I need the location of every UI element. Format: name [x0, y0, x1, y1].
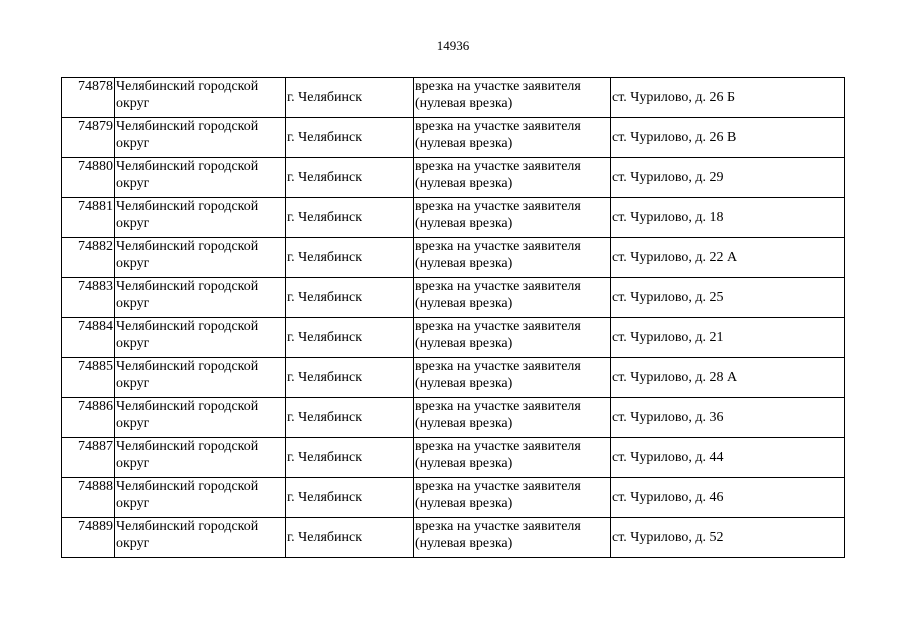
registry-table-body: [62, 78, 845, 558]
registry-number-cell: 74878: [62, 78, 115, 118]
district-line: Челябинский городской: [116, 479, 259, 494]
city-cell: г. Челябинск: [286, 398, 414, 438]
district-cell: [115, 318, 286, 358]
registry-number-cell: 74884: [62, 318, 115, 358]
connection-type-line: врезка на участке заявителя: [415, 159, 581, 174]
address-cell: ст. Чурилово, д. 26 В: [611, 118, 845, 158]
district-cell: [115, 478, 286, 518]
city-cell: г. Челябинск: [286, 118, 414, 158]
district-line: Челябинский городской: [116, 159, 259, 174]
district-line: округ: [116, 296, 150, 311]
address-cell: ст. Чурилово, д. 44: [611, 438, 845, 478]
city-cell: г. Челябинск: [286, 318, 414, 358]
district-cell: [115, 358, 286, 398]
connection-type-line: (нулевая врезка): [415, 296, 513, 311]
connection-type-cell: [414, 238, 611, 278]
district-cell: [115, 118, 286, 158]
table-row: [62, 158, 845, 198]
connection-type-line: врезка на участке заявителя: [415, 439, 581, 454]
connection-type-line: (нулевая врезка): [415, 496, 513, 511]
district-cell: [115, 278, 286, 318]
district-cell: [115, 158, 286, 198]
connection-type-line: (нулевая врезка): [415, 136, 513, 151]
connection-type-line: (нулевая врезка): [415, 416, 513, 431]
connection-type-cell: [414, 78, 611, 118]
district-line: округ: [116, 376, 150, 391]
district-line: Челябинский городской: [116, 439, 259, 454]
connection-type-line: врезка на участке заявителя: [415, 79, 581, 94]
registry-number-cell: 74889: [62, 518, 115, 558]
district-line: округ: [116, 496, 150, 511]
district-cell: [115, 438, 286, 478]
table-row: [62, 198, 845, 238]
table-row: [62, 518, 845, 558]
district-line: округ: [116, 336, 150, 351]
connection-type-line: (нулевая врезка): [415, 456, 513, 471]
connection-type-line: (нулевая врезка): [415, 376, 513, 391]
connection-type-line: (нулевая врезка): [415, 216, 513, 231]
district-line: Челябинский городской: [116, 519, 259, 534]
table-row: [62, 438, 845, 478]
district-line: Челябинский городской: [116, 239, 259, 254]
district-cell: [115, 398, 286, 438]
registry-number-cell: 74880: [62, 158, 115, 198]
table-row: [62, 118, 845, 158]
table-row: [62, 318, 845, 358]
page-number: 14936: [436, 38, 470, 53]
city-cell: г. Челябинск: [286, 198, 414, 238]
table-row: [62, 238, 845, 278]
connection-type-cell: [414, 198, 611, 238]
registry-table: [61, 77, 845, 558]
district-cell: [115, 78, 286, 118]
address-cell: ст. Чурилово, д. 36: [611, 398, 845, 438]
city-cell: г. Челябинск: [286, 358, 414, 398]
address-cell: ст. Чурилово, д. 18: [611, 198, 845, 238]
table-row: [62, 478, 845, 518]
district-cell: [115, 518, 286, 558]
district-line: Челябинский городской: [116, 399, 259, 414]
connection-type-line: (нулевая врезка): [415, 336, 513, 351]
connection-type-line: врезка на участке заявителя: [415, 279, 581, 294]
registry-number-cell: 74881: [62, 198, 115, 238]
connection-type-cell: [414, 478, 611, 518]
district-line: округ: [116, 256, 150, 271]
connection-type-line: врезка на участке заявителя: [415, 519, 581, 534]
city-cell: г. Челябинск: [286, 238, 414, 278]
district-line: округ: [116, 136, 150, 151]
registry-number-cell: 74886: [62, 398, 115, 438]
district-line: Челябинский городской: [116, 79, 259, 94]
city-cell: г. Челябинск: [286, 278, 414, 318]
district-line: Челябинский городской: [116, 119, 259, 134]
connection-type-line: врезка на участке заявителя: [415, 319, 581, 334]
city-cell: г. Челябинск: [286, 478, 414, 518]
district-line: Челябинский городской: [116, 359, 259, 374]
connection-type-line: (нулевая врезка): [415, 96, 513, 111]
district-line: округ: [116, 216, 150, 231]
district-line: Челябинский городской: [116, 319, 259, 334]
connection-type-cell: [414, 118, 611, 158]
connection-type-line: (нулевая врезка): [415, 536, 513, 551]
address-cell: ст. Чурилово, д. 52: [611, 518, 845, 558]
registry-number-cell: 74883: [62, 278, 115, 318]
connection-type-cell: [414, 398, 611, 438]
city-cell: г. Челябинск: [286, 78, 414, 118]
connection-type-line: (нулевая врезка): [415, 256, 513, 271]
connection-type-cell: [414, 158, 611, 198]
city-cell: г. Челябинск: [286, 518, 414, 558]
address-cell: ст. Чурилово, д. 29: [611, 158, 845, 198]
address-cell: ст. Чурилово, д. 22 А: [611, 238, 845, 278]
connection-type-cell: [414, 358, 611, 398]
registry-number-cell: 74885: [62, 358, 115, 398]
district-cell: [115, 238, 286, 278]
table-row: [62, 358, 845, 398]
registry-number-cell: 74887: [62, 438, 115, 478]
district-line: округ: [116, 536, 150, 551]
city-cell: г. Челябинск: [286, 438, 414, 478]
connection-type-cell: [414, 278, 611, 318]
connection-type-line: врезка на участке заявителя: [415, 119, 581, 134]
connection-type-cell: [414, 318, 611, 358]
district-line: Челябинский городской: [116, 279, 259, 294]
district-line: округ: [116, 176, 150, 191]
address-cell: ст. Чурилово, д. 21: [611, 318, 845, 358]
connection-type-line: (нулевая врезка): [415, 176, 513, 191]
registry-number-cell: 74882: [62, 238, 115, 278]
address-cell: ст. Чурилово, д. 26 Б: [611, 78, 845, 118]
table-row: [62, 398, 845, 438]
district-cell: [115, 198, 286, 238]
table-row: [62, 278, 845, 318]
address-cell: ст. Чурилово, д. 46: [611, 478, 845, 518]
district-line: округ: [116, 456, 150, 471]
connection-type-line: врезка на участке заявителя: [415, 399, 581, 414]
connection-type-line: врезка на участке заявителя: [415, 199, 581, 214]
city-cell: г. Челябинск: [286, 158, 414, 198]
address-cell: ст. Чурилово, д. 28 А: [611, 358, 845, 398]
district-line: округ: [116, 416, 150, 431]
connection-type-line: врезка на участке заявителя: [415, 359, 581, 374]
connection-type-line: врезка на участке заявителя: [415, 479, 581, 494]
connection-type-line: врезка на участке заявителя: [415, 239, 581, 254]
district-line: округ: [116, 96, 150, 111]
connection-type-cell: [414, 518, 611, 558]
registry-number-cell: 74888: [62, 478, 115, 518]
table-row: [62, 78, 845, 118]
district-line: Челябинский городской: [116, 199, 259, 214]
connection-type-cell: [414, 438, 611, 478]
registry-number-cell: 74879: [62, 118, 115, 158]
address-cell: ст. Чурилово, д. 25: [611, 278, 845, 318]
